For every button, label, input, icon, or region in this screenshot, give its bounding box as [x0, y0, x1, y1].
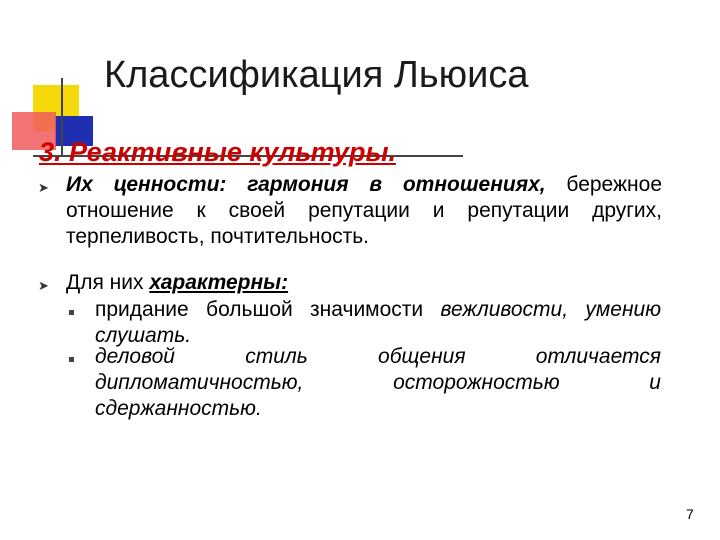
- bullet-values-colon: :: [219, 173, 227, 196]
- slide-title: Классификация Льюиса: [104, 54, 529, 96]
- sub-bullet-politeness: [95, 297, 661, 349]
- bullet-values-emphasis: гармония в отношениях,: [226, 173, 546, 196]
- slide-subtitle: 3. Реактивные культуры.: [39, 137, 396, 167]
- bullet-values: [66, 172, 662, 250]
- sub-bullet-politeness-plain: придание большой значимости: [95, 298, 441, 321]
- square-bullet-icon: [69, 357, 74, 362]
- page-number: 7: [686, 506, 694, 522]
- arrow-bullet-icon: ➤: [38, 278, 49, 293]
- sub-bullet-business-style: деловой стиль общения отличается дипломатичностью, осторожностью и сдержанностью.: [95, 345, 661, 420]
- bullet-values-rest: бережное отношение к своей репутации и репутации других, терпеливость, почтительность.: [66, 173, 662, 248]
- bullet-values-lead: Их ценности: [66, 173, 220, 196]
- square-bullet-icon: [69, 310, 74, 315]
- bullet-characteristics-emphasis: характерны:: [149, 271, 289, 294]
- bullet-characteristics-lead: Для них: [66, 271, 150, 294]
- bullet-characteristics: [66, 270, 662, 296]
- arrow-bullet-icon: ➤: [38, 180, 49, 195]
- sub-bullet-politeness-italic: вежливости, умению слушать.: [95, 298, 661, 347]
